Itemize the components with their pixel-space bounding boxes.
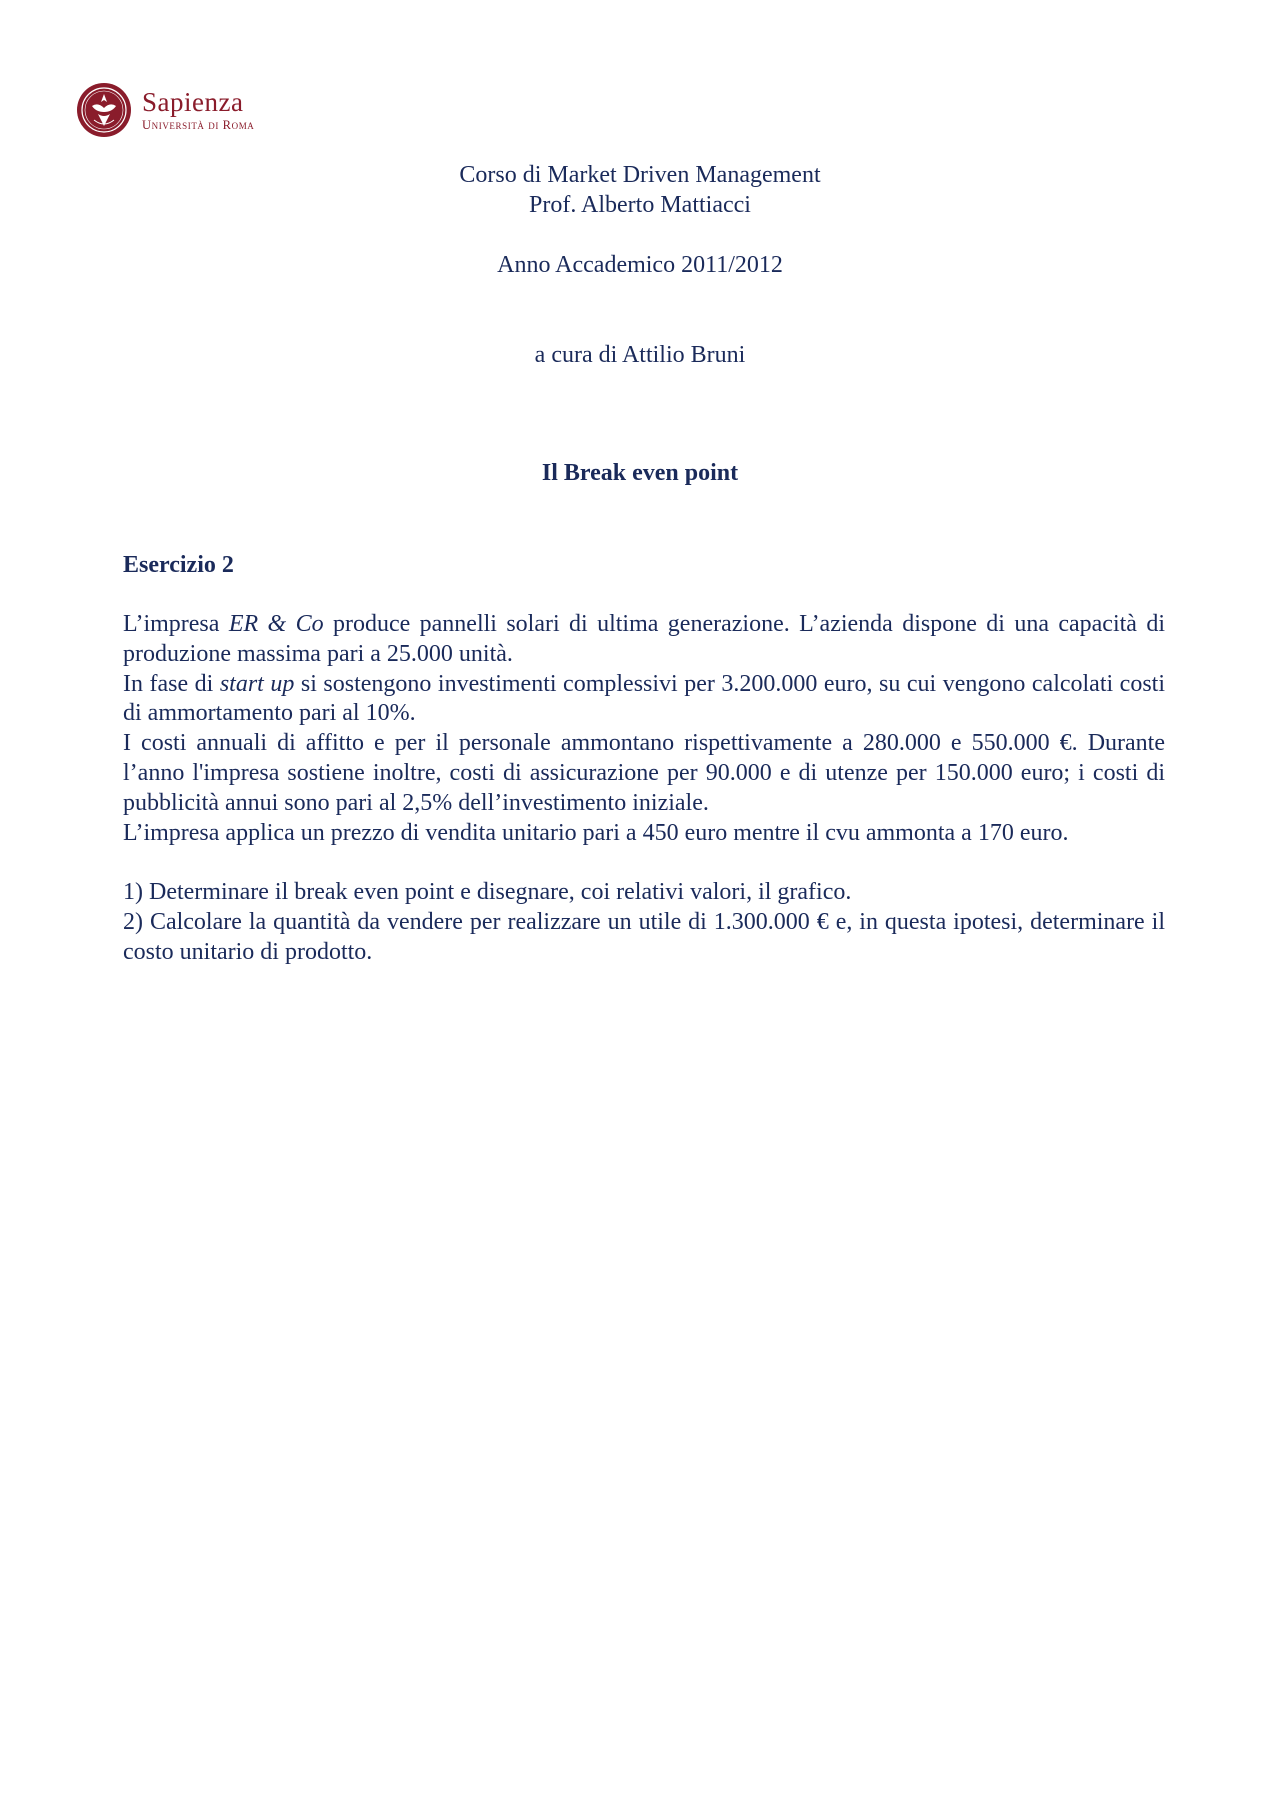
logo-text xyxy=(142,86,255,132)
start-up-term: start up xyxy=(219,670,295,697)
course-name: Corso di Market Driven Management xyxy=(459,162,821,188)
sapienza-seal-icon xyxy=(76,82,132,138)
problem-paragraph-1: L’impresa ER & Co produce pannelli solari di ultima generazione. L’azienda dispone di una capacità di produzione massima pari a 25.000 unità. xyxy=(123,611,1166,667)
course-header xyxy=(0,160,1280,220)
problem-statement xyxy=(123,610,1165,848)
academic-year: Anno Accademico 2011/2012 xyxy=(497,252,783,278)
problem-paragraph-3: I costi annuali di affitto e per il personale ammontano rispettivamente a 280.000 e 550.000 €. Durante l’anno l'impresa sostiene inoltre, costi di assicurazione per 90.000 e di utenze per 150.000 euro; i costi di pubblicità annui sono pari al 2,5% dell’investimento iniziale. xyxy=(123,730,1165,816)
problem-paragraph-2: In fase di start up si sostengono investimenti complessivi per 3.200.000 euro, su cui vengono calcolati costi di ammortamento pari al 10%. xyxy=(123,670,1166,727)
company-name: ER & Co xyxy=(228,611,324,637)
question-2: 2) Calcolare la quantità da vendere per realizzare un utile di 1.300.000 € e, in questa ipotesi, determinare il costo unitario di prodotto. xyxy=(123,908,1165,965)
problem-paragraph-4: L’impresa applica un prezzo di vendita unitario pari a 450 euro mentre il cvu ammonta a 170 euro. xyxy=(123,819,1069,846)
document-title: Il Break even point xyxy=(541,460,739,486)
university-logo xyxy=(76,80,286,140)
question-1: 1) Determinare il break even point e disegnare, coi relativi valori, il grafico. xyxy=(123,879,852,905)
questions-list xyxy=(123,878,1165,967)
professor-name: Prof. Alberto Mattiacci xyxy=(529,192,751,218)
logo-name: Sapienza xyxy=(142,86,244,117)
curator: a cura di Attilio Bruni xyxy=(534,342,746,368)
exercise-label: Esercizio 2 xyxy=(123,552,234,578)
logo-subtitle: Università di Roma xyxy=(142,117,255,132)
